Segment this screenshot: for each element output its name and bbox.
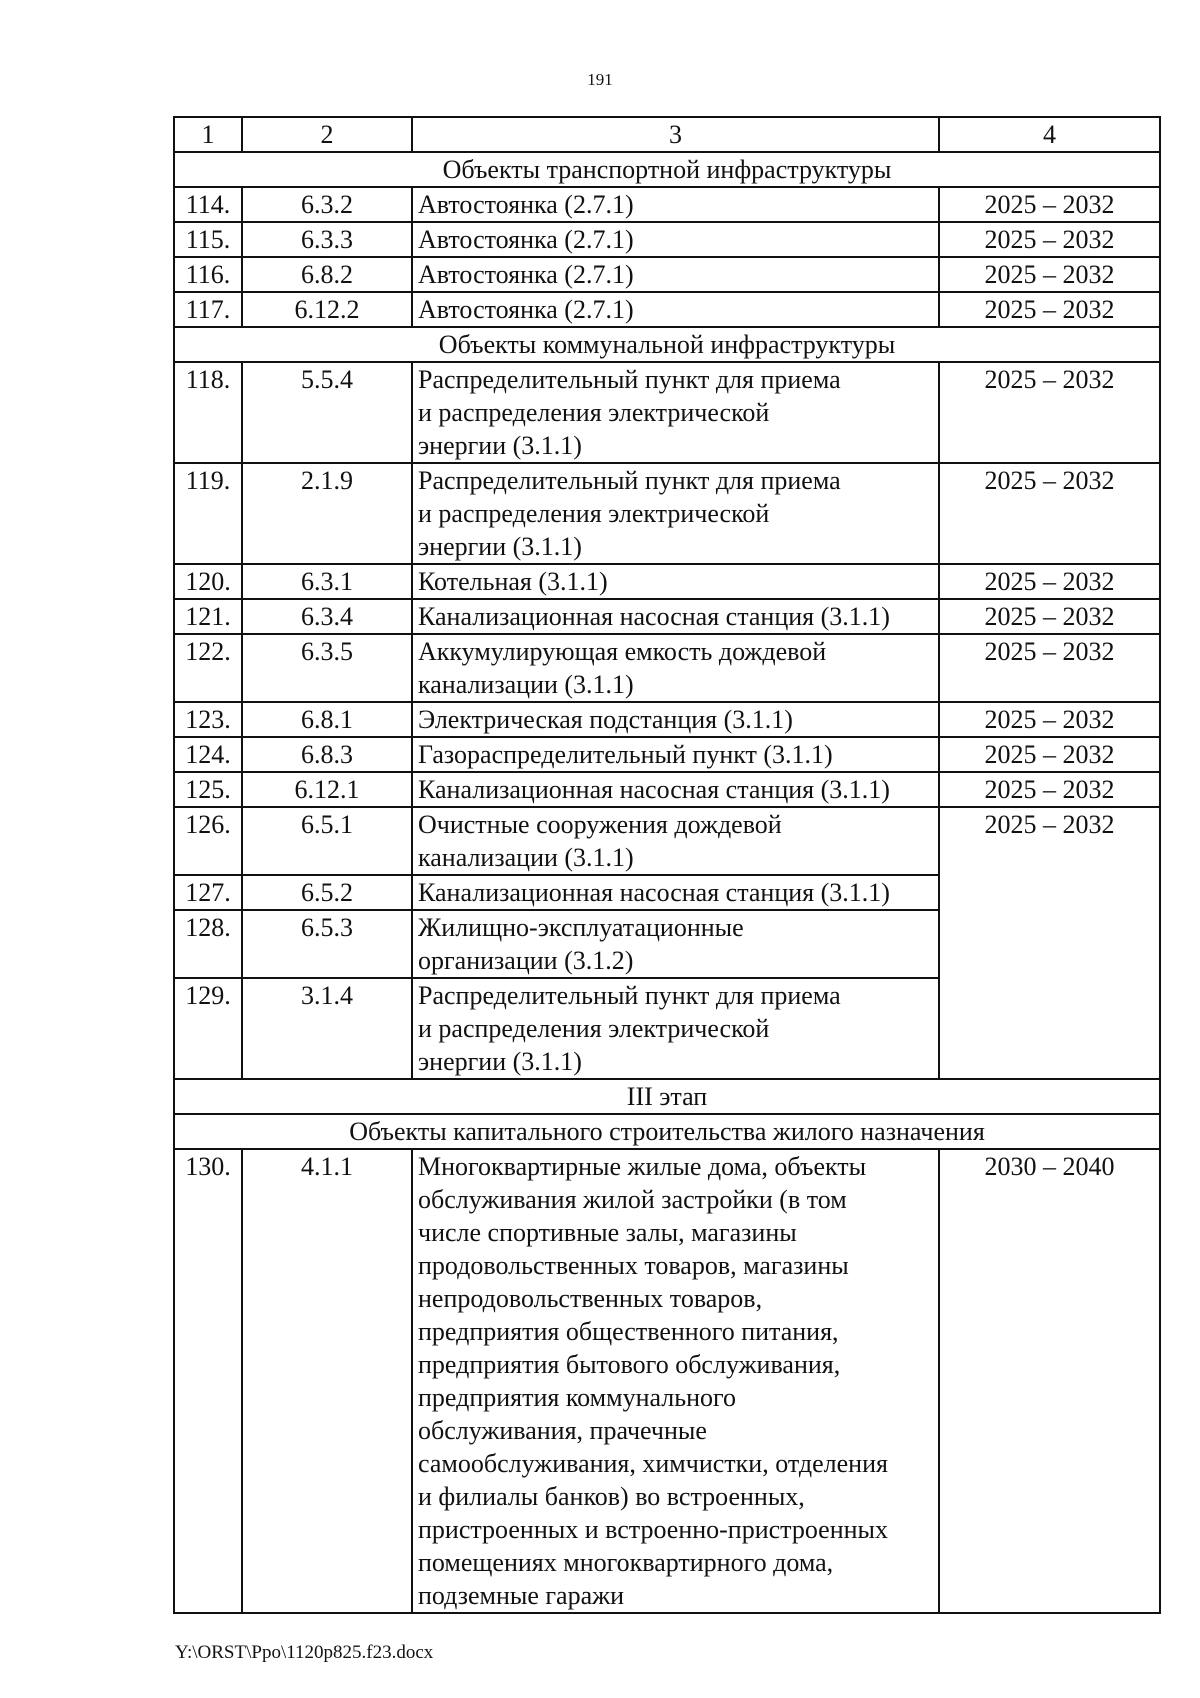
- row-object-name: Многоквартирные жилые дома, объекты обслуживания жилой застройки (в том числе спортивные залы, магазины продовольственных товаров, магазины непродовольственных товаров, предприятия общественного питания, предприятия бытового обслуживания, предприятия коммунального обслуживания, прачечные самообслуживания, химчистки, отделения и филиалы банков) во встроенных, пристроенных и встроенно-пристроенных помещениях многоквартирного дома, подземные гаражи: [412, 1149, 939, 1613]
- file-path-footer: Y:\ORST\Ppo\1120p825.f23.docx: [175, 1642, 434, 1663]
- row-code: 6.3.5: [242, 634, 412, 702]
- table-row: [174, 702, 1160, 737]
- header-col-4: 4: [939, 117, 1160, 152]
- section-header: [174, 152, 1160, 187]
- row-object-name: Автостоянка (2.7.1): [412, 257, 939, 292]
- row-code: 2.1.9: [242, 463, 412, 564]
- row-period: 2025 – 2032: [939, 187, 1160, 222]
- table-row: [174, 362, 1160, 463]
- row-period: 2025 – 2032: [939, 737, 1160, 772]
- row-code: 6.8.2: [242, 257, 412, 292]
- table-row: [174, 599, 1160, 634]
- row-object-name: Канализационная насосная станция (3.1.1): [412, 599, 939, 634]
- row-object-name: Очистные сооружения дождевой канализации (3.1.1): [412, 807, 939, 875]
- header-col-1: 1: [174, 117, 242, 152]
- row-code: 6.8.1: [242, 702, 412, 737]
- row-number: 129.: [174, 978, 242, 1079]
- row-code: 6.5.1: [242, 807, 412, 875]
- merged-period: 2025 – 2032: [939, 807, 1160, 1079]
- table-row: [174, 807, 1160, 875]
- row-number: 127.: [174, 875, 242, 910]
- row-number: 120.: [174, 564, 242, 599]
- row-number: 130.: [174, 1149, 242, 1613]
- table-header-row: [174, 117, 1160, 152]
- section-header: [174, 1114, 1160, 1149]
- row-number: 115.: [174, 222, 242, 257]
- section-header: [174, 327, 1160, 362]
- table-row: [174, 1149, 1160, 1613]
- row-period: 2030 – 2040: [939, 1149, 1160, 1613]
- row-code: 3.1.4: [242, 978, 412, 1079]
- row-number: 119.: [174, 463, 242, 564]
- table-row: [174, 222, 1160, 257]
- row-number: 123.: [174, 702, 242, 737]
- section-title: Объекты капитального строительства жилого назначения: [174, 1114, 1160, 1149]
- row-code: 6.3.1: [242, 564, 412, 599]
- row-object-name: Автостоянка (2.7.1): [412, 187, 939, 222]
- row-number: 128.: [174, 910, 242, 978]
- table-row: [174, 634, 1160, 702]
- table-row: [174, 772, 1160, 807]
- section-title: III этап: [174, 1079, 1160, 1114]
- row-period: 2025 – 2032: [939, 599, 1160, 634]
- row-period: 2025 – 2032: [939, 222, 1160, 257]
- row-code: 6.12.2: [242, 292, 412, 327]
- table-row: [174, 737, 1160, 772]
- table-row: [174, 257, 1160, 292]
- table-row: [174, 187, 1160, 222]
- header-col-3: 3: [412, 117, 939, 152]
- row-number: 118.: [174, 362, 242, 463]
- row-number: 126.: [174, 807, 242, 875]
- row-number: 114.: [174, 187, 242, 222]
- row-object-name: Аккумулирующая емкость дождевой канализации (3.1.1): [412, 634, 939, 702]
- row-object-name: Канализационная насосная станция (3.1.1): [412, 772, 939, 807]
- row-code: 6.3.3: [242, 222, 412, 257]
- row-period: 2025 – 2032: [939, 564, 1160, 599]
- row-object-name: Распределительный пункт для приема и распределения электрической энергии (3.1.1): [412, 978, 939, 1079]
- row-object-name: Жилищно-эксплуатационные организации (3.1.2): [412, 910, 939, 978]
- row-code: 6.3.2: [242, 187, 412, 222]
- row-period: 2025 – 2032: [939, 362, 1160, 463]
- row-period: 2025 – 2032: [939, 292, 1160, 327]
- row-number: 116.: [174, 257, 242, 292]
- section-title: Объекты коммунальной инфраструктуры: [174, 327, 1160, 362]
- row-number: 117.: [174, 292, 242, 327]
- row-object-name: Электрическая подстанция (3.1.1): [412, 702, 939, 737]
- row-object-name: Автостоянка (2.7.1): [412, 292, 939, 327]
- row-period: 2025 – 2032: [939, 634, 1160, 702]
- section-title: Объекты транспортной инфраструктуры: [174, 152, 1160, 187]
- table-row: [174, 292, 1160, 327]
- row-code: 6.3.4: [242, 599, 412, 634]
- projects-table: [173, 116, 1161, 1614]
- table-row: [174, 463, 1160, 564]
- row-object-name: Газораспределительный пункт (3.1.1): [412, 737, 939, 772]
- row-object-name: Распределительный пункт для приема и распределения электрической энергии (3.1.1): [412, 362, 939, 463]
- stage-header: [174, 1079, 1160, 1114]
- row-code: 6.5.2: [242, 875, 412, 910]
- row-object-name: Распределительный пункт для приема и распределения электрической энергии (3.1.1): [412, 463, 939, 564]
- row-object-name: Автостоянка (2.7.1): [412, 222, 939, 257]
- row-number: 121.: [174, 599, 242, 634]
- header-col-2: 2: [242, 117, 412, 152]
- row-code: 6.8.3: [242, 737, 412, 772]
- row-number: 124.: [174, 737, 242, 772]
- row-period: 2025 – 2032: [939, 772, 1160, 807]
- table-row: [174, 564, 1160, 599]
- row-object-name: Канализационная насосная станция (3.1.1): [412, 875, 939, 910]
- row-number: 122.: [174, 634, 242, 702]
- page-number: 191: [587, 70, 613, 89]
- row-code: 4.1.1: [242, 1149, 412, 1613]
- row-number: 125.: [174, 772, 242, 807]
- row-code: 6.12.1: [242, 772, 412, 807]
- row-period: 2025 – 2032: [939, 463, 1160, 564]
- row-period: 2025 – 2032: [939, 257, 1160, 292]
- row-period: 2025 – 2032: [939, 702, 1160, 737]
- row-object-name: Котельная (3.1.1): [412, 564, 939, 599]
- row-code: 6.5.3: [242, 910, 412, 978]
- row-code: 5.5.4: [242, 362, 412, 463]
